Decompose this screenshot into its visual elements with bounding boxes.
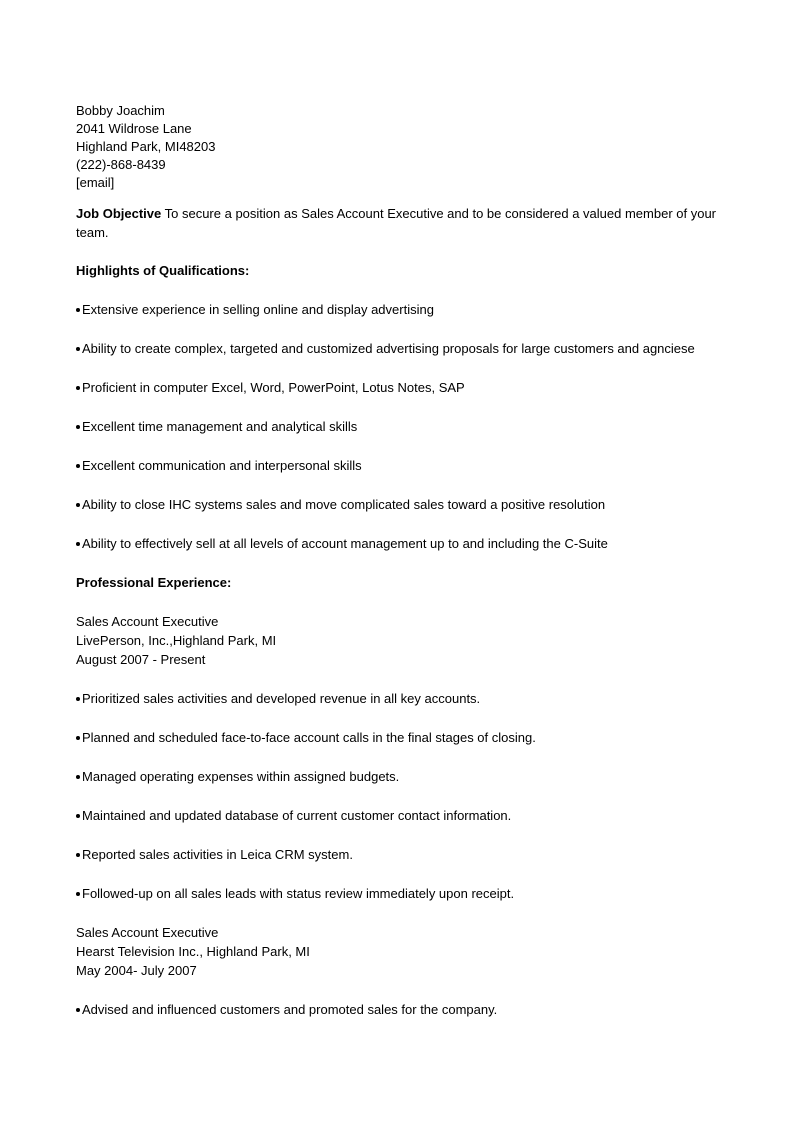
contact-street: 2041 Wildrose Lane <box>76 121 192 136</box>
highlight-item: Excellent communication and interpersonal skills <box>76 456 726 475</box>
bullet-icon <box>76 697 80 701</box>
highlight-item: Ability to effectively sell at all levels of account management up to and including the C-Suite <box>76 534 726 553</box>
job-entry <box>76 923 726 980</box>
duty-item: Advised and influenced customers and promoted sales for the company. <box>76 1000 726 1019</box>
contact-phone: (222)-868-8439 <box>76 157 166 172</box>
job-company: LivePerson, Inc.,Highland Park, MI <box>76 633 277 648</box>
job-title: Sales Account Executive <box>76 614 219 629</box>
bullet-icon <box>76 503 80 507</box>
contact-block <box>76 102 726 192</box>
duty-item: Maintained and updated database of current customer contact information. <box>76 806 726 825</box>
job-objective <box>76 204 716 242</box>
experience-heading: Professional Experience: <box>76 575 232 590</box>
job-objective-label: Job Objective <box>76 206 162 221</box>
highlight-item: Ability to create complex, targeted and customized advertising proposals for large customers and agnciese <box>76 339 726 358</box>
resume-document <box>76 102 726 1019</box>
bullet-icon <box>76 814 80 818</box>
bullet-icon <box>76 736 80 740</box>
duty-item: Planned and scheduled face-to-face account calls in the final stages of closing. <box>76 728 726 747</box>
bullet-icon <box>76 1008 80 1012</box>
duty-item: Followed-up on all sales leads with status review immediately upon receipt. <box>76 884 726 903</box>
bullet-icon <box>76 542 80 546</box>
bullet-icon <box>76 425 80 429</box>
contact-email: [email] <box>76 175 115 190</box>
highlight-item: Excellent time management and analytical skills <box>76 417 726 436</box>
job-title: Sales Account Executive <box>76 925 219 940</box>
job-company: Hearst Television Inc., Highland Park, MI <box>76 944 310 959</box>
highlight-item: Ability to close IHC systems sales and move complicated sales toward a positive resolution <box>76 495 726 514</box>
bullet-icon <box>76 464 80 468</box>
highlight-item: Proficient in computer Excel, Word, PowerPoint, Lotus Notes, SAP <box>76 378 726 397</box>
bullet-icon <box>76 853 80 857</box>
bullet-icon <box>76 775 80 779</box>
highlights-heading: Highlights of Qualifications: <box>76 263 250 278</box>
job-dates: May 2004- July 2007 <box>76 963 197 978</box>
contact-city: Highland Park, MI48203 <box>76 139 216 154</box>
contact-name: Bobby Joachim <box>76 103 165 118</box>
job-entry <box>76 612 726 669</box>
duty-item: Reported sales activities in Leica CRM system. <box>76 845 726 864</box>
highlight-item: Extensive experience in selling online and display advertising <box>76 300 726 319</box>
bullet-icon <box>76 386 80 390</box>
duty-item: Managed operating expenses within assigned budgets. <box>76 767 726 786</box>
bullet-icon <box>76 347 80 351</box>
bullet-icon <box>76 892 80 896</box>
job-dates: August 2007 - Present <box>76 652 206 667</box>
duty-item: Prioritized sales activities and developed revenue in all key accounts. <box>76 689 726 708</box>
job-objective-text: To secure a position as Sales Account Executive and to be considered a valued member of your team. <box>76 206 717 240</box>
bullet-icon <box>76 308 80 312</box>
